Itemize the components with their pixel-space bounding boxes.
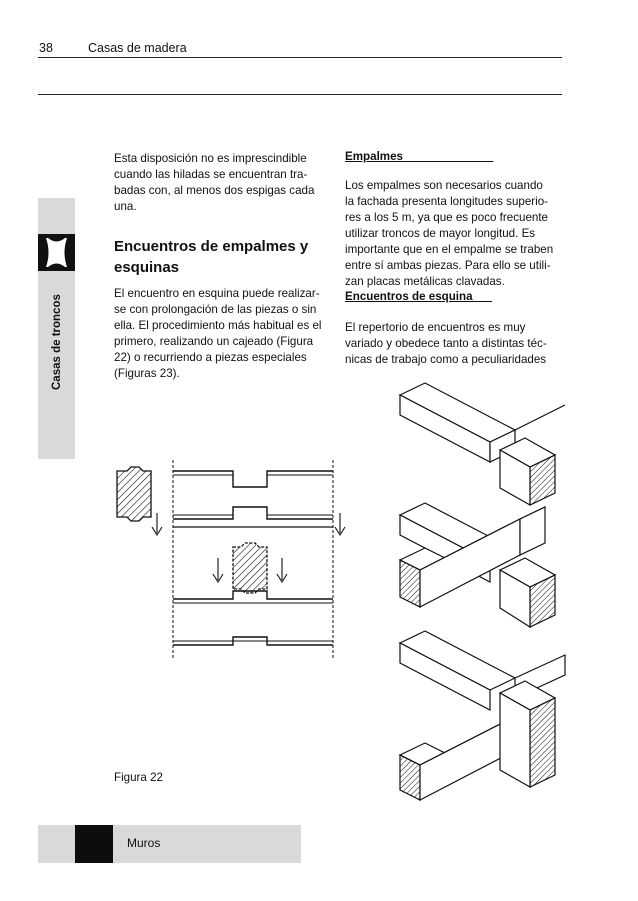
interlocking-logs-icon [38, 234, 75, 271]
intro-paragraph [114, 151, 334, 215]
text-line: una. [114, 200, 137, 213]
side-tab-label: Casas de troncos [51, 294, 63, 390]
text-line: nicas de trabajo como a peculiaridades [345, 353, 547, 366]
text-line: Los empalmes son necesarios cuando [345, 179, 543, 192]
text-line: importante que en el empalme se traben [345, 243, 554, 256]
running-title: Casas de madera [88, 41, 187, 55]
text-line: cuando las hiladas se encuentran tra- [114, 168, 308, 181]
figure-22-diagram [105, 455, 355, 670]
text-line: El encuentro en esquina puede realizar- [114, 287, 320, 300]
right-column [345, 150, 570, 163]
section-paragraph [114, 286, 339, 382]
esquina-paragraph [345, 320, 570, 368]
text-line: El repertorio de encuentros es muy [345, 321, 526, 334]
text-line: 22) o recurriendo a piezas especiales [114, 351, 307, 364]
footer-section-label: Muros [127, 836, 161, 850]
page-number: 38 [39, 41, 53, 55]
text-line: utilizar troncos de mayor longitud. Es [345, 227, 536, 240]
text-line: ella. El procedimiento más habitual es el [114, 319, 322, 332]
text-line: (Figuras 23). [114, 367, 180, 380]
figure-caption: Figura 22 [114, 771, 163, 784]
footer-marker [75, 825, 113, 863]
text-line: primero, realizando un cajeado (Figura [114, 335, 314, 348]
subheading-esquina: Encuentros de esquina___ [345, 290, 492, 303]
text-line: zan placas metálicas clavadas. [345, 275, 505, 288]
corner-joints-illustration [395, 375, 573, 805]
text-line: variado y obedece tanto a distintas téc- [345, 337, 547, 350]
text-line: Esta disposición no es imprescindible [114, 152, 307, 165]
header-rule [38, 57, 562, 58]
text-line: se con prolongación de las piezas o sin [114, 303, 317, 316]
heading-line: Encuentros de empalmes y [114, 238, 309, 255]
text-line: badas con, al menos dos espigas cada [114, 184, 315, 197]
text-line: la fachada presenta longitudes superio- [345, 195, 549, 208]
empalmes-paragraph [345, 178, 570, 290]
left-column [114, 151, 334, 215]
heading-line: esquinas [114, 259, 180, 276]
subheading-esquina-wrap [345, 290, 570, 303]
header-rule-lower [38, 94, 562, 95]
subheading-empalmes: Empalmes______________ [345, 150, 494, 163]
text-line: entre sí ambas piezas. Para ello se utili- [345, 259, 551, 272]
text-line: res a los 5 m, ya que es poco frecuente [345, 211, 549, 224]
section-heading [114, 236, 334, 278]
